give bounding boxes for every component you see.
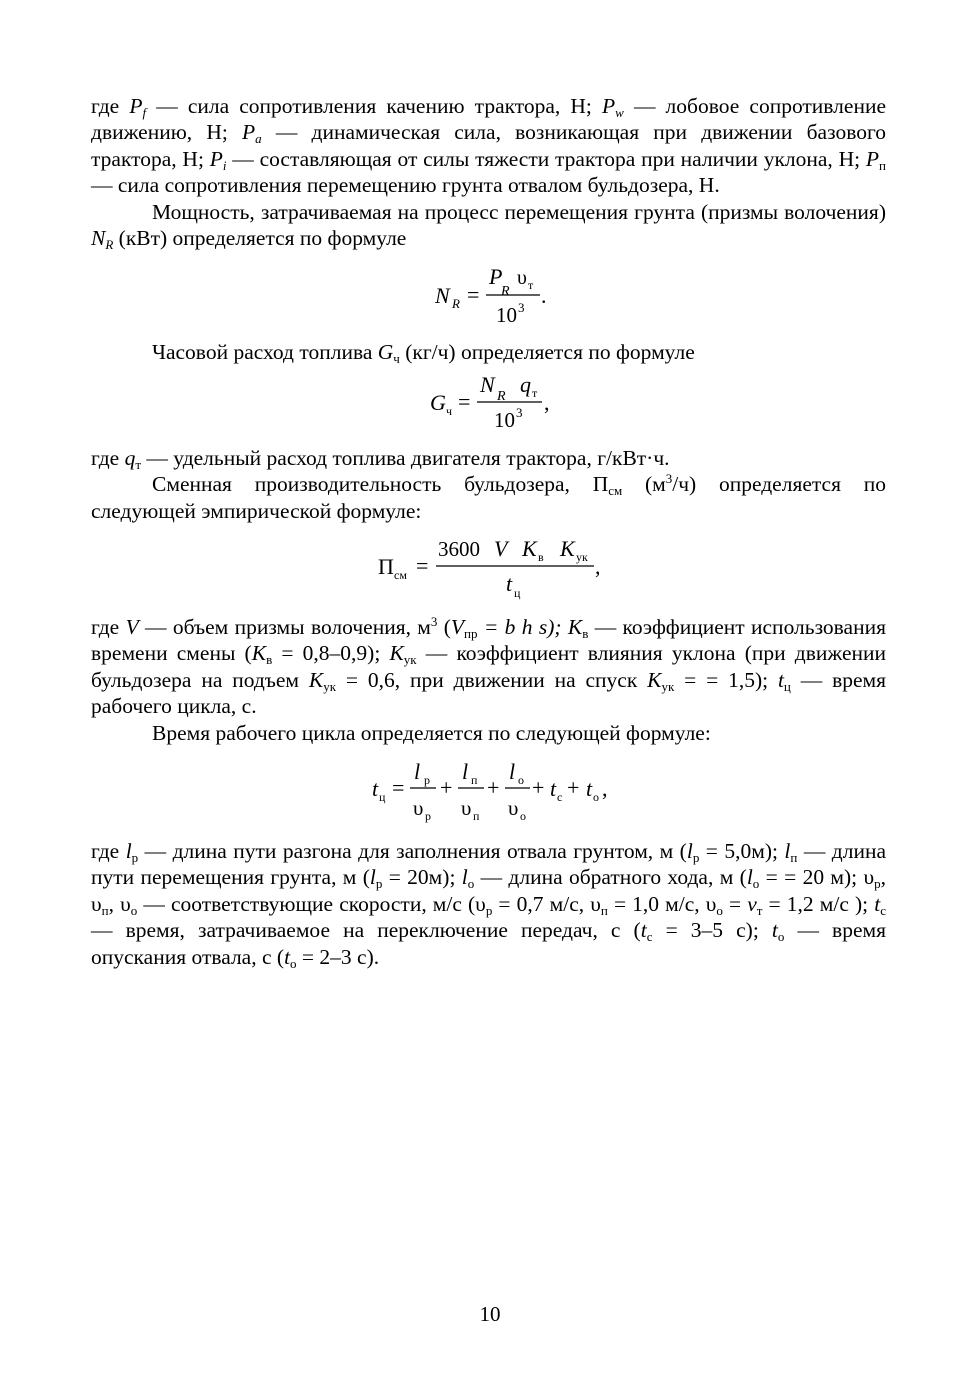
svg-text:N: N [480,372,495,397]
svg-text:ц: ц [379,790,386,804]
svg-text:о: о [593,790,599,804]
svg-text:R: R [497,389,506,404]
svg-text:3: 3 [518,300,525,315]
svg-text:q: q [520,372,531,397]
svg-text:ч: ч [446,404,453,418]
formula-power [425,262,565,330]
paragraph-cycle-definitions: где $l_р$ — длина пути разгона для заполнения отвала грунтом, м $(l_р = 5,0м)$; $l_п$ — длина пути перемещения грунта, м $(l_р = 20м)$; $l_о$ — длина обратного хода, м ($l_о$ = = 20 м); $\upsilon_р$, $\upsilon_п$, $\upsilon_о$ — соответствующие скорости, м/с ($\upsilon_р = 0,7$ м/с, $\upsilon_п = 1,0$ м/с, $\upsilon_о = v_т = 1,2$ м/с ); $t_с$ — время, затрачиваемое на переключение передач, с ($t_с = 3-5$ с); $t_о$ — время опускания отвала, с ($t_о = 2-3$ с). [91,839,886,971]
svg-text:t: t [372,776,379,801]
svg-text:П: П [378,554,394,579]
svg-text:υ: υ [508,796,519,820]
paragraph-fuel-intro: Часовой расход топлива $G_ч$ (кг/ч) определяется по формуле [152,340,695,366]
formula-fuel [420,370,570,438]
formula-cycle-time [364,755,624,831]
svg-text:.: . [541,283,547,308]
svg-text:в: в [538,550,544,564]
svg-text:о: о [520,809,526,823]
svg-text:,: , [602,776,608,801]
svg-text:,: , [544,390,550,415]
svg-text:ц: ц [514,586,521,600]
svg-text:+: + [440,775,453,800]
svg-text:υ: υ [517,267,527,289]
svg-text:P: P [489,264,503,289]
svg-text:t: t [586,776,593,801]
svg-text:р: р [425,809,431,823]
svg-text:V: V [494,536,508,561]
svg-text:R: R [501,284,510,299]
svg-text:l: l [509,759,516,784]
svg-text:т: т [532,386,538,400]
svg-text:υ: υ [461,796,472,820]
svg-text:t: t [550,776,557,801]
svg-text:K: K [522,536,537,561]
formula-productivity [372,528,622,608]
svg-text:=: = [467,282,480,307]
svg-text:+: + [567,775,580,800]
svg-text:р: р [424,773,430,787]
svg-text:l: l [462,759,469,784]
svg-text:п: п [473,809,480,823]
paragraph-productivity-definition: где V — объем призмы волочения, $м^3$ ($V_{пр} = b$ h s); $K_в$ — коэффициент использования времени смены $(K_в = 0,8-0,9)$; $K_{ук}$ — коэффициент влияния уклона (при движении бульдозера на подъем $K_{ук} = 0,6$, при движении на спуск $K_{ук}$ = = 1,5); $t_ц$ — время рабочего цикла, с. Время рабочего цикла определяется по следующей формуле: [91,614,887,745]
formula-lhs: N [435,283,450,308]
paragraph-force-definitions: где $P_f$ — сила сопротивления качению трактора, Н; $P_w$ — лобовое сопротивление движению, Н; $P_a$ — динамическая сила, возникающая при движении базового трактора, Н; $P_i$ — составляющая от силы тяжести трактора при наличии уклона, Н; $P_п$ — сила сопротивления перемещению грунта отвалом бульдозера, Н. Мощность, затрачиваемая на процесс перемещения грунта (призмы волочения) $N_R$ (кВт) определяется по формуле [91,94,887,253]
svg-text:=: = [458,389,471,414]
svg-text:l: l [414,759,421,784]
svg-text:ук: ук [576,550,588,564]
svg-text:=: = [416,553,429,578]
svg-text:G: G [430,390,446,415]
svg-text:t: t [506,571,513,596]
svg-text:K: K [560,536,575,561]
svg-text:+: + [532,775,545,800]
svg-text:R: R [452,296,460,311]
svg-text:п: п [471,773,478,787]
svg-text:υ: υ [413,796,424,820]
svg-text:=: = [392,775,405,800]
paragraph-fuel-definition: где $q_т$ — удельный расход топлива двигателя трактора, г/кВт·ч. Сменная производительность бульдозера, $П_{см}$ $(м^3/ч)$ определяется по следующей эмпирической формуле: [91,446,887,523]
svg-text:см: см [394,568,407,582]
svg-text:+: + [487,775,500,800]
svg-text:3600: 3600 [438,537,480,561]
svg-text:3: 3 [516,405,523,420]
svg-text:,: , [595,554,601,579]
svg-text:с: с [557,790,563,804]
page-number: 10 [479,1302,501,1326]
svg-text:о: о [518,773,524,787]
svg-text:10: 10 [494,408,515,432]
svg-text:10: 10 [496,303,517,327]
svg-text:т: т [528,278,534,292]
